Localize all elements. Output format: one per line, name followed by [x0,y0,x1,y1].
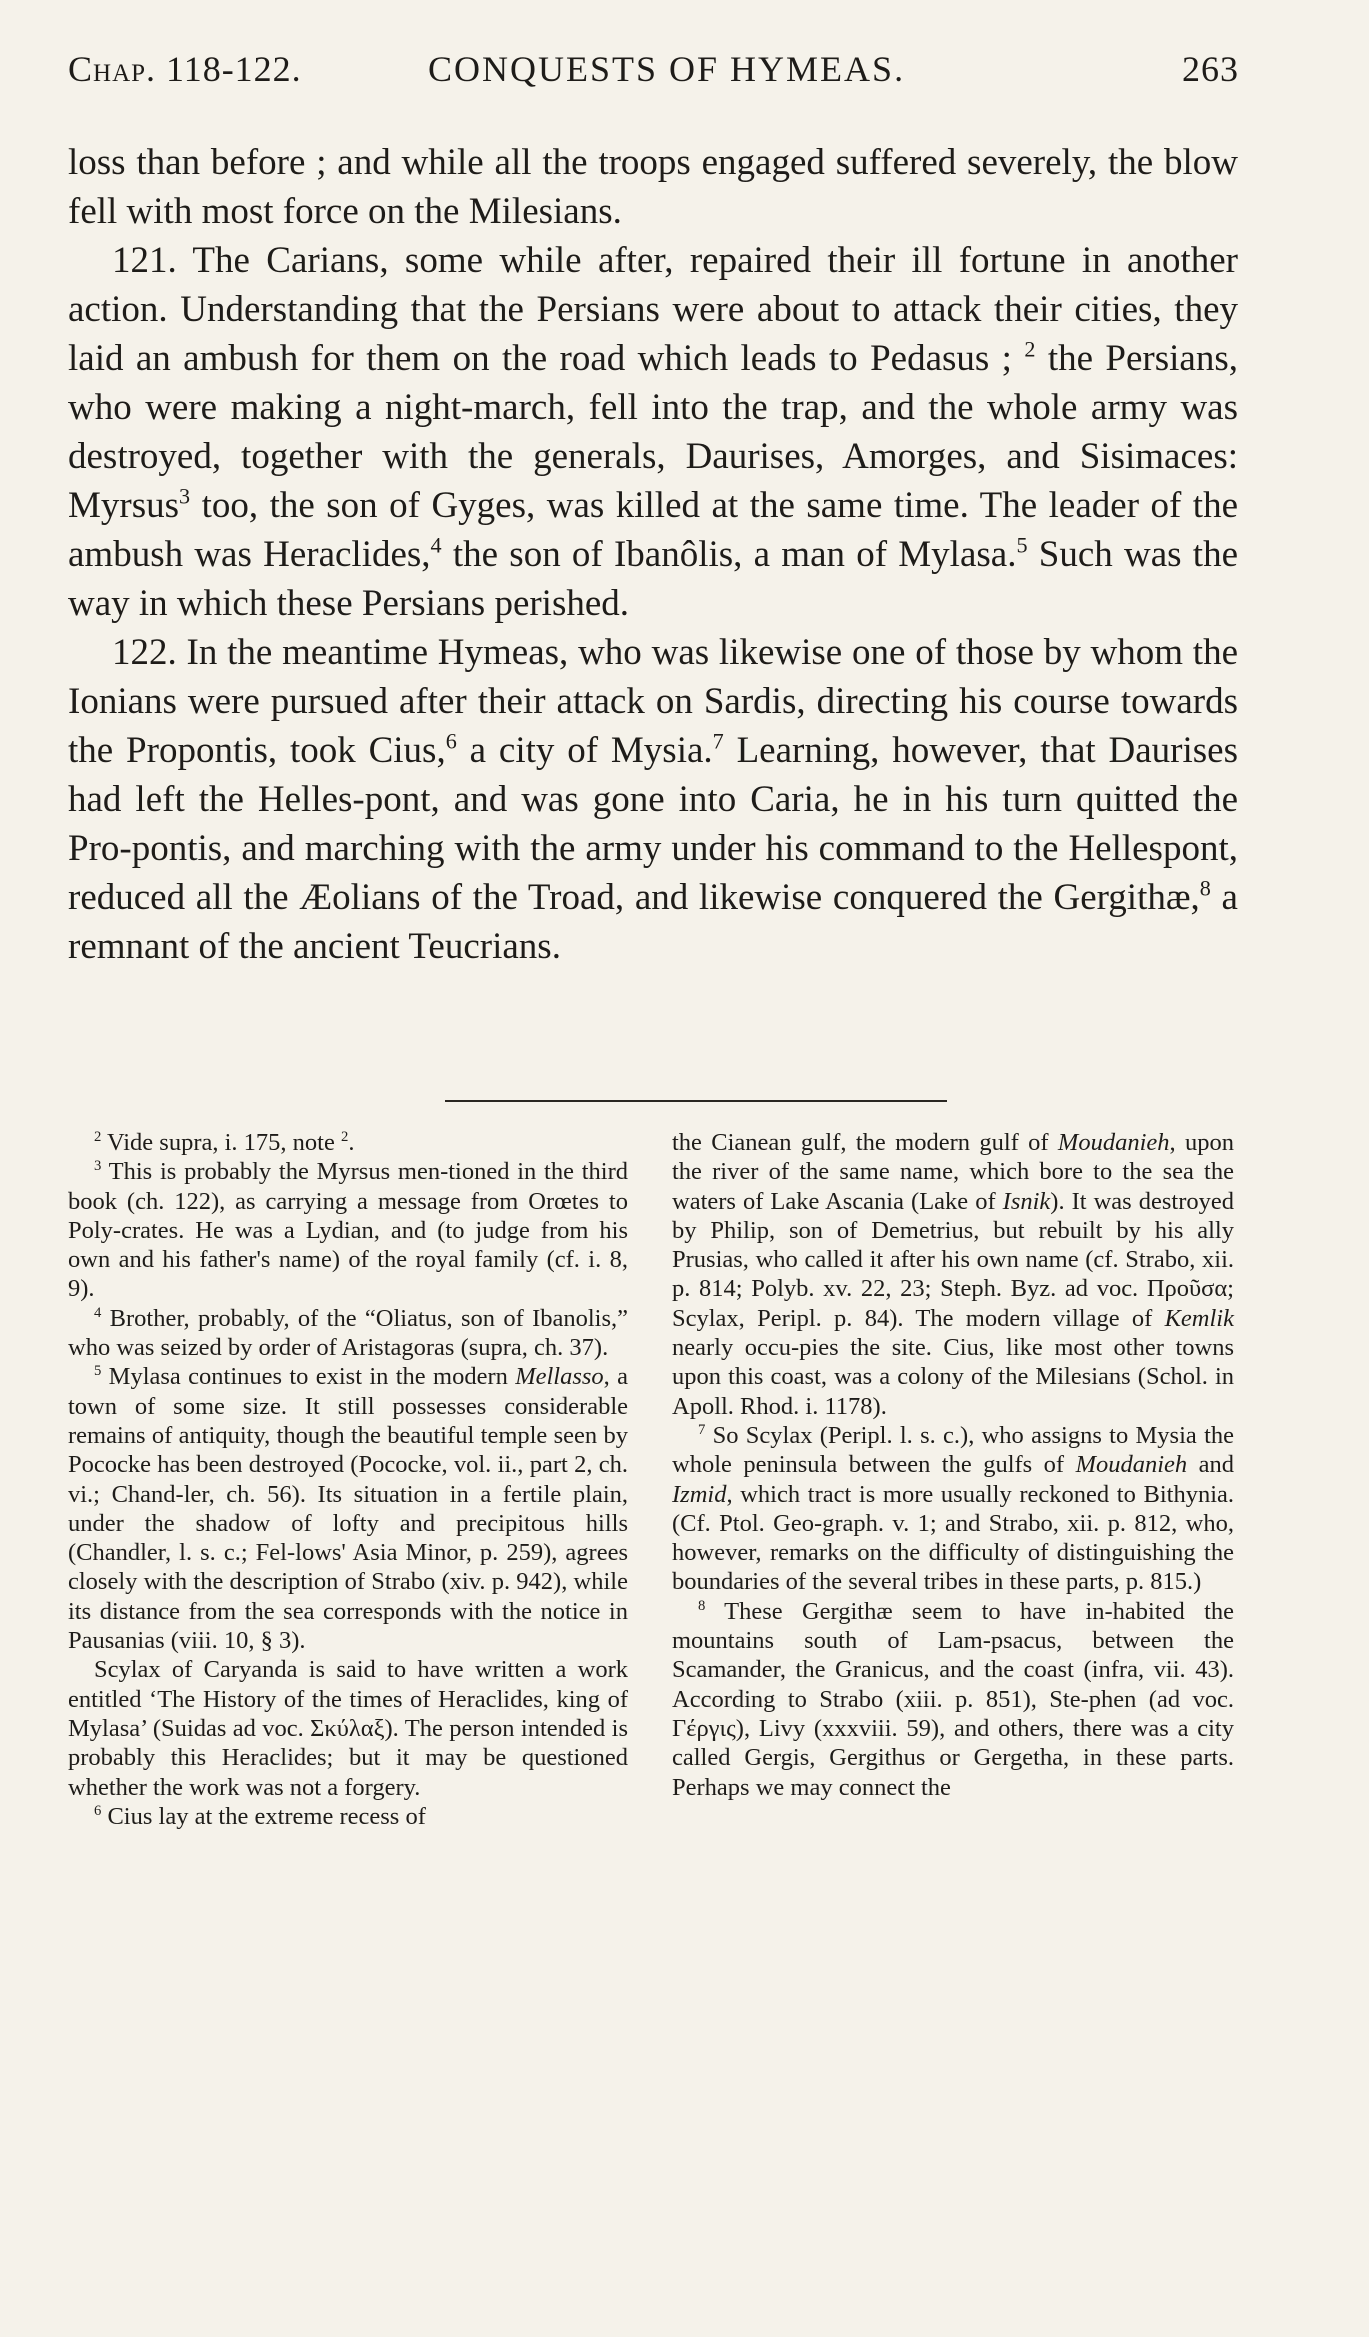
main-text [68,138,1238,971]
footnotes-right-column [672,1128,1234,1802]
running-title: CONQUESTS OF HYMEAS. [428,49,906,89]
footnote-5-continued: Scylax of Caryanda is said to have written a work entitled ‘The History of the times of Heraclides, king of Mylasa’ (Suidas ad voc. Σκύλαξ). The person intended is probably this Heraclides; but it may be questioned whether the work was not a forgery. [68,1656,628,1801]
footnotes-left-column [68,1128,628,1831]
footnote-6-continued: the Cianean gulf, the modern gulf of Moudanieh, upon the river of the same name, which bore to the sea the waters of Lake Ascania (Lake of Isnik). It was destroyed by Philip, son of Demetrius, but rebuilt by his ally Prusias, who called it after his own name (cf. Strabo, xii. p. 814; Polyb. xv. 22, 23; Steph. Byz. ad voc. Προῦσα; Scylax, Peripl. p. 84). The modern village of Kemlik nearly occu-pies the site. Cius, like most other towns upon this coast, was a colony of the Milesians (Schol. in Apoll. Rhod. i. 1178). [672,1129,1235,1420]
chapter-reference: Chap. 118-122. [68,49,302,89]
paragraph-continuation: loss than before ; and while all the troops engaged suffered severely, the blow fell with most force on the Milesians. [68,142,1238,232]
running-header [68,48,1239,98]
page-number: 263 [1182,49,1239,89]
footnote-4: $^4$ Brother, probably, of the “Oliatus, son of Ibanolis,” who was seized by order of Aristagoras (supra, ch. 37). [68,1304,628,1362]
paragraph-122: 122. In the meantime Hymeas, who was likewise one of those by whom the Ionians were pursued after their attack on Sardis, directing his course towards the Propontis, took Cius,$^6$ a city of Mysia.$^7$ Learning, however, that Daurises had left the Helles-pont, and was gone into Caria, he in his turn quitted the Pro-pontis, and marching with the army under his command to the Hellespont, reduced all the Æolians of the Troad, and likewise conquered the Gergithæ,$^8$ a remnant of the ancient Teucrians. [68,632,1238,967]
footnote-6: $^6$ Cius lay at the extreme recess of [94,1802,426,1830]
footnote-8: $^8$ These Gergithæ seem to have in-habited the mountains south of Lam-psacus, between the Scamander, the Granicus, and the coast (infra, vii. 43). According to Strabo (xiii. p. 851), Ste-phen (ad voc. Γέργις), Livy (xxxviii. 59), and others, there was a city called Gergis, Gergithus or Gergetha, in these parts. Perhaps we may connect the [672,1597,1234,1801]
footnote-5: $^5$ Mylasa continues to exist in the modern Mellasso, a town of some size. It still possesses considerable remains of antiquity, though the beautiful temple seen by Pococke has been destroyed (Pococke, vol. ii., part 2, ch. vi.; Chand-ler, ch. 56). Its situation in a fertile plain, under the shadow of lofty and precipitous hills (Chandler, l. s. c.; Fel-lows' Asia Minor, p. 259), agrees closely with the description of Strabo (xiv. p. 942), while its distance from the sea corresponds with the notice in Pausanias (viii. 10, § 3). [68,1363,629,1655]
footnote-7: $^7$ So Scylax (Peripl. l. s. c.), who assigns to Mysia the whole peninsula between the gulfs of Moudanieh and Izmid, which tract is more usually reckoned to Bithynia. (Cf. Ptol. Geo-graph. v. 1; and Strabo, xii. p. 812, who, however, remarks on the difficulty of distinguishing the boundaries of the several tribes in these parts, p. 815.) [672,1421,1235,1596]
footnote-divider [445,1100,947,1102]
paragraph-121: 121. The Carians, some while after, repaired their ill fortune in another action. Understanding that the Persians were about to attack their cities, they laid an ambush for them on the road which leads to Pedasus ; $^2$ the Persians, who were making a night-march, fell into the trap, and the whole army was destroyed, together with the generals, Daurises, Amorges, and Sisimaces: Myrsus$^3$ too, the son of Gyges, was killed at the same time. The leader of the ambush was Heraclides,$^4$ the son of Ibanôlis, a man of Mylasa.$^5$ Such was the way in which these Persians perished. [68,240,1238,624]
footnote-3: $^3$ This is probably the Myrsus men-tioned in the third book (ch. 122), as carrying a message from Orœtes to Poly-crates. He was a Lydian, and (to judge from his own and his father's name) of the royal family (cf. i. 8, 9). [68,1158,628,1303]
footnote-2: $^2$ Vide supra, i. 175, note $^2$. [94,1128,355,1156]
